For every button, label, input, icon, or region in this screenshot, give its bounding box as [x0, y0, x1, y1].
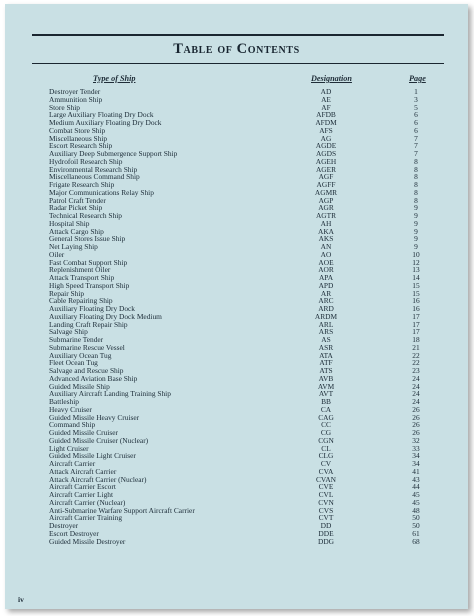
ship-type: Medium Auxiliary Floating Dry Dock	[49, 118, 162, 127]
page-ref: 9	[414, 234, 418, 244]
toc-row	[5, 243, 468, 251]
ship-type: Guided Missile Cruiser	[49, 428, 118, 437]
ship-designation: AE	[321, 94, 331, 104]
page-ref: 9	[414, 211, 418, 220]
page-ref: 7	[414, 149, 418, 158]
page-ref: 34	[412, 451, 420, 461]
ship-type: Aircraft Carrier Light	[49, 490, 114, 499]
ship-designation: CGN	[318, 435, 334, 445]
ship-type: Oiler	[49, 249, 65, 259]
page-ref: 34	[412, 459, 420, 468]
ship-designation: AF	[321, 102, 331, 112]
page-ref: 14	[412, 273, 420, 282]
page-ref: 45	[412, 490, 420, 499]
ship-designation: ATA	[319, 350, 333, 360]
ship-designation: AN	[320, 242, 332, 251]
ship-designation: AVB	[318, 373, 334, 383]
ship-designation: AGDE	[315, 141, 337, 151]
ship-designation: CVAN	[316, 474, 336, 484]
page-ref: 50	[412, 513, 420, 523]
page-ref: 3	[414, 94, 418, 104]
page-ref: 26	[412, 412, 420, 422]
page-ref: 26	[412, 420, 420, 430]
ship-type: Aircraft Carrier Escort	[49, 482, 116, 492]
ship-designation: DDG	[317, 536, 334, 546]
ship-type: Radar Picket Ship	[49, 203, 103, 213]
ship-designation: AFS	[319, 125, 333, 135]
ship-designation: AFDM	[315, 118, 337, 127]
ship-type: Attack Transport Ship	[49, 273, 115, 282]
ship-designation: AKS	[318, 234, 334, 244]
ship-type: Aircraft Carrier	[49, 459, 96, 468]
ship-designation: AFDB	[316, 110, 336, 120]
page-ref: 8	[414, 180, 418, 189]
page-ref: 23	[412, 366, 420, 375]
ship-designation: ASR	[318, 342, 334, 352]
ship-type: Fast Combat Support Ship	[49, 257, 128, 267]
ship-designation: AH	[320, 218, 332, 228]
ship-type: Escort Research Ship	[49, 141, 113, 151]
column-header-type: Type of Ship	[93, 74, 136, 83]
page-ref: 50	[412, 521, 420, 530]
ship-designation: AGFF	[316, 180, 336, 189]
ship-type: Submarine Rescue Vessel	[49, 342, 125, 352]
page-ref: 9	[414, 218, 418, 228]
ship-designation: DDE	[318, 528, 334, 538]
ship-type: Auxiliary Floating Dry Dock Medium	[49, 311, 162, 321]
ship-designation: AGP	[318, 195, 334, 205]
ship-type: Hospital Ship	[49, 218, 90, 228]
ship-designation: AD	[320, 87, 332, 96]
page-ref: 68	[412, 536, 420, 546]
ship-type: Guided Missile Cruiser (Nuclear)	[49, 435, 149, 445]
ship-designation: AGDS	[315, 149, 337, 158]
page-ref: 24	[412, 397, 420, 406]
page-ref: 17	[412, 327, 420, 337]
page-ref: 33	[412, 443, 420, 453]
ship-designation: CVL	[318, 490, 334, 499]
ship-type: Guided Missile Destroyer	[49, 536, 126, 546]
ship-designation: CV	[320, 459, 332, 468]
ship-designation: AVM	[317, 381, 335, 391]
page-ref: 26	[412, 428, 420, 437]
ship-designation: CVN	[318, 497, 334, 507]
ship-type: Repair Ship	[49, 288, 85, 298]
ship-designation: CA	[320, 404, 332, 414]
toc-row	[5, 538, 468, 546]
page-ref: 15	[412, 288, 420, 298]
page-ref: 9	[414, 242, 418, 251]
ship-type: Salvage and Rescue Ship	[49, 366, 124, 375]
page-ref: 7	[414, 133, 418, 143]
ship-type: Patrol Craft Tender	[49, 195, 106, 205]
ship-type: Store Ship	[49, 102, 81, 112]
ship-designation: CLG	[318, 451, 334, 461]
page-ref: 8	[414, 172, 418, 182]
ship-type: Destroyer	[49, 521, 79, 530]
ship-type: Aircraft Carrier (Nuclear)	[49, 497, 126, 507]
ship-type: Landing Craft Repair Ship	[49, 319, 128, 329]
document-page	[5, 4, 468, 609]
ship-type: Escort Destroyer	[49, 528, 99, 538]
page-ref: 32	[412, 435, 420, 445]
ship-designation: APA	[318, 273, 334, 282]
ship-designation: ARC	[318, 296, 334, 306]
page-ref: 10	[412, 249, 420, 259]
ship-designation: AGF	[318, 172, 334, 182]
page-ref: 17	[412, 311, 420, 321]
ship-designation: AGR	[318, 203, 334, 213]
ship-type: Salvage Ship	[49, 327, 88, 337]
page-ref: 18	[412, 335, 420, 344]
ship-type: Battleship	[49, 397, 79, 406]
page-ref: 22	[412, 358, 420, 368]
ship-type: Environmental Research Ship	[49, 164, 138, 174]
ship-designation: AOE	[318, 257, 334, 267]
ship-designation: CVS	[318, 505, 334, 515]
page-ref: 8	[414, 187, 418, 197]
ship-type: Miscellaneous Command Ship	[49, 172, 140, 182]
ship-type: Attack Aircraft Carrier (Nuclear)	[49, 474, 147, 484]
title-rule-bottom	[32, 63, 444, 64]
column-header-page: Page	[409, 74, 426, 83]
ship-type: Guided Missile Heavy Cruiser	[49, 412, 140, 422]
ship-type: High Speed Transport Ship	[49, 280, 130, 290]
ship-designation: CVA	[318, 466, 334, 476]
page-ref: 41	[412, 466, 420, 476]
page-ref: 1	[414, 87, 418, 96]
ship-designation: ARD	[318, 304, 334, 313]
contents-list	[5, 88, 468, 545]
ship-designation: AGEH	[315, 156, 337, 166]
ship-type: Auxiliary Aircraft Landing Training Ship	[49, 389, 171, 399]
ship-designation: AKA	[317, 226, 334, 236]
ship-type: Light Cruiser	[49, 443, 89, 453]
page-ref: 16	[412, 304, 420, 313]
page-ref: 6	[414, 118, 418, 127]
ship-type: Anti-Submarine Warfare Support Aircraft Carrier	[49, 505, 195, 515]
page-ref: 5	[414, 102, 418, 112]
ship-type: Miscellaneous Ship	[49, 133, 108, 143]
page-ref: 61	[412, 528, 420, 538]
ship-designation: AO	[320, 249, 332, 259]
ship-type: Major Communications Relay Ship	[49, 187, 154, 197]
ship-type: Command Ship	[49, 420, 96, 430]
ship-type: Fleet Ocean Tug	[49, 358, 98, 368]
ship-type: Attack Aircraft Carrier	[49, 466, 117, 476]
ship-type: Hydrofoil Research Ship	[49, 156, 123, 166]
ship-type: Attack Cargo Ship	[49, 226, 104, 236]
ship-designation: ARL	[318, 319, 334, 329]
page-ref: 7	[414, 141, 418, 151]
ship-designation: AS	[321, 335, 331, 344]
ship-designation: AGMR	[314, 187, 338, 197]
ship-designation: CVT	[318, 513, 334, 523]
ship-designation: APD	[318, 280, 334, 290]
ship-designation: AVT	[318, 389, 334, 399]
ship-type: Auxiliary Deep Submergence Support Ship	[49, 149, 178, 158]
ship-designation: AR	[320, 288, 332, 298]
page-ref: 6	[414, 125, 418, 135]
page-ref: 16	[412, 296, 420, 306]
ship-type: Cable Repairing Ship	[49, 296, 113, 306]
ship-type: Destroyer Tender	[49, 87, 101, 96]
ship-designation: ATF	[319, 358, 333, 368]
ship-type: Replenishment Oiler	[49, 265, 111, 275]
page-ref: 9	[414, 226, 418, 236]
ship-designation: BB	[321, 397, 331, 406]
ship-designation: ARS	[318, 327, 334, 337]
ship-type: Large Auxiliary Floating Dry Dock	[49, 110, 154, 120]
ship-designation: CL	[321, 443, 331, 453]
ship-designation: ATS	[319, 366, 333, 375]
ship-type: Auxiliary Ocean Tug	[49, 350, 112, 360]
ship-designation: CVE	[318, 482, 334, 492]
page-ref: 43	[412, 474, 420, 484]
page-ref: 45	[412, 497, 420, 507]
ship-type: Heavy Cruiser	[49, 404, 92, 414]
page-ref: 22	[412, 350, 420, 360]
page-ref: 6	[414, 110, 418, 120]
title-rule-top	[32, 34, 444, 36]
page-ref: 17	[412, 319, 420, 329]
ship-type: Ammunition Ship	[49, 94, 103, 104]
ship-designation: ARDM	[314, 311, 338, 321]
ship-designation: AGER	[315, 164, 337, 174]
ship-type: Technical Research Ship	[49, 211, 122, 220]
ship-designation: AGTR	[315, 211, 337, 220]
page-ref: 44	[412, 482, 420, 492]
page-ref: 48	[412, 505, 420, 515]
page-ref: 13	[412, 265, 420, 275]
ship-type: Aircraft Carrier Training	[49, 513, 123, 523]
ship-type: Submarine Tender	[49, 335, 104, 344]
ship-designation: CAG	[318, 412, 334, 422]
page-ref: 12	[412, 257, 420, 267]
ship-designation: AG	[320, 133, 332, 143]
column-header-designation: Designation	[311, 74, 352, 83]
ship-type: Guided Missile Ship	[49, 381, 110, 391]
ship-designation: CG	[320, 428, 332, 437]
ship-type: Advanced Aviation Base Ship	[49, 373, 138, 383]
ship-designation: AOR	[318, 265, 334, 275]
ship-type: Frigate Research Ship	[49, 180, 115, 189]
page-ref: 24	[412, 373, 420, 383]
page-number: iv	[18, 595, 24, 604]
page-ref: 15	[412, 280, 420, 290]
ship-type: Guided Missile Light Cruiser	[49, 451, 136, 461]
ship-designation: DD	[320, 521, 332, 530]
page-ref: 9	[414, 203, 418, 213]
ship-designation: CC	[321, 420, 331, 430]
page-ref: 24	[412, 381, 420, 391]
page-ref: 8	[414, 164, 418, 174]
page-ref: 8	[414, 195, 418, 205]
ship-type: Combat Store Ship	[49, 125, 106, 135]
ship-type: Net Laying Ship	[49, 242, 98, 251]
page-ref: 24	[412, 389, 420, 399]
page-title: Table of Contents	[173, 41, 300, 57]
page-ref: 21	[412, 342, 420, 352]
ship-type: Auxiliary Floating Dry Dock	[49, 304, 136, 313]
ship-type: General Stores Issue Ship	[49, 234, 126, 244]
page-ref: 8	[414, 156, 418, 166]
page-ref: 26	[412, 404, 420, 414]
